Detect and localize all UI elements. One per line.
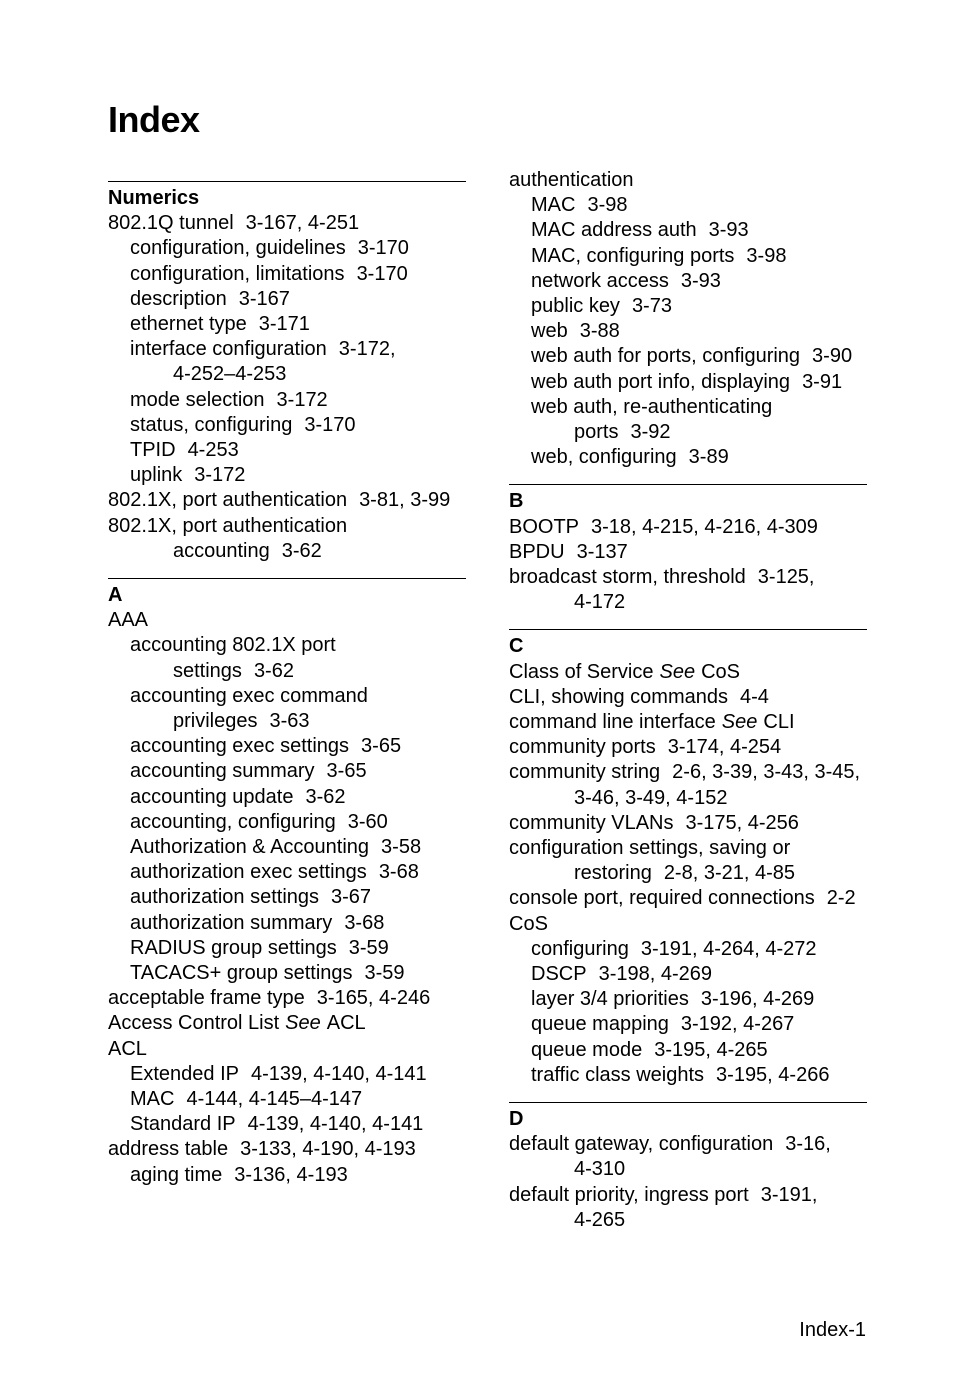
index-entry xyxy=(531,218,749,243)
index-term: ports xyxy=(574,421,619,443)
index-term: accounting, configuring xyxy=(130,810,336,833)
index-entry xyxy=(130,438,239,463)
index-entry xyxy=(130,961,405,986)
index-term: AAA xyxy=(108,609,149,632)
index-term: authorization summary xyxy=(130,911,333,934)
index-term: DSCP xyxy=(531,963,587,985)
page-references: 3-98 xyxy=(746,244,787,267)
page-references: 3-68 xyxy=(378,861,419,884)
index-entry xyxy=(509,811,799,836)
index-entry xyxy=(531,244,786,269)
page-references: 3-59 xyxy=(364,962,405,984)
index-term: 802.1Q tunnel xyxy=(108,212,234,235)
section-heading: D xyxy=(509,1108,524,1130)
index-entry xyxy=(531,1038,768,1063)
page-references: 3-62 xyxy=(281,539,322,562)
index-entry xyxy=(130,1062,427,1087)
index-term: Standard IP xyxy=(130,1113,236,1136)
index-term: web auth, re-authenticating xyxy=(531,395,773,418)
page-references: 3-172, xyxy=(338,338,396,361)
page-references: 3-195, 4-266 xyxy=(716,1063,830,1086)
page-title: Index xyxy=(108,99,200,140)
index-entry xyxy=(130,1112,423,1137)
page-references: 3-172 xyxy=(194,464,246,487)
page-references: 2-6, 3-39, 3-43, 3-45, xyxy=(672,761,861,784)
index-term: web auth port info, displaying xyxy=(531,370,791,393)
page-references: 4-144, 4-145–4-147 xyxy=(186,1088,363,1110)
index-entry xyxy=(574,590,625,615)
page-references: 3-81, 3-99 xyxy=(359,489,451,512)
index-term: TPID xyxy=(130,439,176,461)
index-term: queue mode xyxy=(531,1038,643,1061)
page-references: 3-98 xyxy=(587,194,628,217)
index-term: ACL xyxy=(108,1037,147,1060)
index-term: CoS xyxy=(509,912,548,935)
index-term: broadcast storm, threshold xyxy=(509,566,746,588)
index-entry xyxy=(531,962,712,987)
index-entry xyxy=(130,337,396,362)
index-term: 4-310 xyxy=(574,1158,626,1181)
index-term: 4-172 xyxy=(574,591,626,614)
page-references: 3-170 xyxy=(357,237,409,260)
page-references: 3-62 xyxy=(253,659,294,682)
index-entry xyxy=(509,735,781,760)
index-entry xyxy=(173,362,286,387)
index-term: BPDU xyxy=(509,540,565,563)
page-references: 3-88 xyxy=(579,320,620,343)
section-rule xyxy=(509,1102,867,1103)
index-entry xyxy=(531,344,852,369)
index-term: default gateway, configuration xyxy=(509,1133,774,1156)
page-references: 2-8, 3-21, 4-85 xyxy=(663,862,796,885)
section-heading: C xyxy=(509,635,524,658)
index-entry xyxy=(531,395,772,420)
index-entry xyxy=(130,463,245,488)
page-references: 3-196, 4-269 xyxy=(700,988,815,1011)
index-term: TACACS+ group settings xyxy=(130,962,353,984)
index-term: default priority, ingress port xyxy=(509,1183,749,1206)
page-references: 4-139, 4-140, 4-141 xyxy=(247,1113,424,1136)
see-reference: See xyxy=(285,1012,321,1035)
page-references: 3-171 xyxy=(258,313,310,335)
index-term: 4-265 xyxy=(574,1208,626,1231)
index-entry xyxy=(173,709,310,734)
section-heading: B xyxy=(509,490,524,513)
index-entry xyxy=(130,936,389,961)
index-term: web auth for ports, configuring xyxy=(531,345,801,368)
page-references: 3-191, 4-264, 4-272 xyxy=(640,937,817,960)
index-entry xyxy=(509,710,795,735)
index-term: MAC address auth xyxy=(531,219,697,242)
see-reference: See xyxy=(721,711,758,733)
page-number: Index-1 xyxy=(799,1319,866,1341)
index-entry xyxy=(509,836,790,861)
page-references: 3-89 xyxy=(688,446,729,469)
page-references: 3-91 xyxy=(802,370,843,393)
index-term: CLI, showing commands xyxy=(509,685,728,708)
index-entry xyxy=(531,370,842,395)
index-term: MAC xyxy=(130,1088,175,1110)
page-references: 3-68 xyxy=(344,911,385,934)
see-reference: See xyxy=(659,660,696,683)
page-references: 3-172 xyxy=(276,388,328,411)
page-references: 3-18, 4-215, 4-216, 4-309 xyxy=(591,515,818,538)
index-term: accounting update xyxy=(130,785,294,808)
page-references: 3-133, 4-190, 4-193 xyxy=(240,1138,416,1161)
page-references: 3-175, 4-256 xyxy=(685,811,799,834)
page-references: 3-136, 4-193 xyxy=(234,1163,348,1186)
index-entry xyxy=(574,1157,625,1182)
index-entry xyxy=(509,760,860,785)
index-term: queue mapping xyxy=(531,1013,669,1036)
index-entry xyxy=(108,211,359,236)
index-term: accounting xyxy=(173,539,270,562)
index-term: uplink xyxy=(130,464,183,487)
index-entry xyxy=(509,168,634,193)
index-term: configuration settings, saving or xyxy=(509,837,791,859)
page-references: 4-139, 4-140, 4-141 xyxy=(250,1062,427,1085)
page-references: 3-195, 4-265 xyxy=(654,1038,768,1061)
index-entry xyxy=(574,420,671,445)
index-entry xyxy=(531,1012,794,1037)
see-target: ACL xyxy=(326,1012,366,1035)
index-term: 4-252–4-253 xyxy=(173,363,287,386)
index-entry xyxy=(531,987,814,1012)
index-term: address table xyxy=(108,1138,229,1161)
section-rule xyxy=(509,484,867,485)
index-term: configuration, guidelines xyxy=(130,237,346,260)
index-term: Class of Service xyxy=(509,660,654,683)
index-entry xyxy=(130,860,419,885)
index-entry xyxy=(108,1037,147,1062)
index-term: authorization exec settings xyxy=(130,861,367,884)
index-term: community ports xyxy=(509,736,656,759)
index-term: configuration, limitations xyxy=(130,262,345,285)
index-entry xyxy=(130,835,421,860)
page-references: 3-125, xyxy=(757,566,815,588)
index-term: 802.1X, port authentication xyxy=(108,489,348,512)
page-references: 3-65 xyxy=(326,760,367,783)
index-entry xyxy=(108,1137,416,1162)
index-entry xyxy=(574,861,795,886)
index-entry xyxy=(130,236,409,261)
index-entry xyxy=(130,413,355,438)
page-references: 3-60 xyxy=(347,810,388,833)
index-term: ethernet type xyxy=(130,313,247,335)
index-term: MAC, configuring ports xyxy=(531,244,735,267)
index-entry xyxy=(130,734,401,759)
index-entry xyxy=(531,294,672,319)
index-entry xyxy=(173,539,322,564)
index-entry xyxy=(509,685,769,710)
index-term: authentication xyxy=(509,169,634,191)
index-entry xyxy=(130,684,368,709)
page-references: 3-93 xyxy=(680,269,721,292)
page-references: 4-253 xyxy=(187,439,239,461)
index-entry xyxy=(130,1087,362,1112)
page-references: 3-67 xyxy=(331,886,372,909)
index-entry xyxy=(574,1208,625,1233)
page-references: 4-4 xyxy=(739,685,769,708)
index-entry xyxy=(509,565,815,590)
section-heading: Numerics xyxy=(108,187,200,209)
index-term: community string xyxy=(509,761,661,784)
page-references: 3-167, 4-251 xyxy=(245,212,360,235)
page-references: 3-63 xyxy=(269,710,310,732)
page-references: 3-167 xyxy=(238,287,290,310)
index-entry xyxy=(531,445,729,470)
page-references: 3-198, 4-269 xyxy=(598,963,712,985)
see-target: CLI xyxy=(763,711,795,733)
index-term: configuring xyxy=(531,937,629,960)
index-entry xyxy=(130,388,328,413)
index-entry xyxy=(130,911,384,936)
index-term: accounting exec command xyxy=(130,684,368,707)
index-entry xyxy=(509,1183,817,1208)
index-entry xyxy=(509,660,740,685)
page-references: 3-174, 4-254 xyxy=(667,736,782,759)
page-references: 3-165, 4-246 xyxy=(316,987,431,1010)
index-entry xyxy=(108,986,430,1011)
index-entry xyxy=(531,937,817,962)
page-references: 3-90 xyxy=(812,345,853,368)
index-term: mode selection xyxy=(130,388,265,411)
index-entry xyxy=(509,1132,831,1157)
index-term: aging time xyxy=(130,1163,223,1186)
index-entry xyxy=(509,886,856,911)
index-entry xyxy=(108,1011,366,1036)
index-term: Authorization & Accounting xyxy=(130,836,370,858)
index-entry xyxy=(509,540,628,565)
index-entry xyxy=(108,488,450,513)
page-references: 2-2 xyxy=(826,887,856,910)
index-entry xyxy=(531,319,620,344)
index-term: accounting summary xyxy=(130,760,315,783)
index-term: interface configuration xyxy=(130,338,327,361)
index-term: authorization settings xyxy=(130,886,320,909)
index-term: network access xyxy=(531,269,669,292)
page-references: 3-170 xyxy=(356,262,408,285)
index-entry xyxy=(108,514,347,539)
section-rule xyxy=(108,578,466,579)
index-term: 802.1X, port authentication xyxy=(108,514,348,537)
page-references: 3-58 xyxy=(381,836,422,858)
section-rule xyxy=(108,181,466,182)
index-term: Access Control List xyxy=(108,1012,280,1035)
index-term: description xyxy=(130,287,227,310)
index-term: restoring xyxy=(574,862,652,885)
page-references: 3-170 xyxy=(304,413,356,436)
index-term: privileges xyxy=(173,710,258,732)
page-references: 3-16, xyxy=(785,1133,831,1156)
index-entry xyxy=(130,633,336,658)
index-term: console port, required connections xyxy=(509,887,815,910)
index-term: web xyxy=(531,320,568,343)
page-references: 3-73 xyxy=(631,295,672,317)
page-references: 3-65 xyxy=(361,735,402,758)
page-references: 3-192, 4-267 xyxy=(680,1013,795,1036)
page-references: 3-93 xyxy=(708,219,749,242)
page-references: 3-59 xyxy=(348,936,389,959)
index-term: accounting 802.1X port xyxy=(130,634,336,657)
index-entry xyxy=(130,312,310,337)
index-term: layer 3/4 priorities xyxy=(531,988,689,1011)
index-entry xyxy=(531,193,627,218)
index-entry xyxy=(531,1063,829,1088)
page-references: 3-137 xyxy=(576,540,628,563)
section-heading: A xyxy=(108,584,123,606)
index-entry xyxy=(574,786,727,811)
index-entry xyxy=(108,608,148,633)
index-entry xyxy=(130,1163,348,1188)
section-rule xyxy=(509,629,867,630)
index-entry xyxy=(130,785,346,810)
index-term: Extended IP xyxy=(130,1062,239,1085)
index-term: web, configuring xyxy=(531,446,677,469)
index-entry xyxy=(509,515,818,540)
index-entry xyxy=(531,269,721,294)
index-entry xyxy=(130,287,290,312)
index-term: accounting exec settings xyxy=(130,735,350,758)
see-target: CoS xyxy=(701,660,740,683)
page-references: 3-92 xyxy=(630,421,671,443)
index-term: public key xyxy=(531,295,620,317)
page-references: 3-191, xyxy=(760,1183,818,1206)
index-term: traffic class weights xyxy=(531,1063,705,1086)
index-term: acceptable frame type xyxy=(108,987,305,1010)
index-term: RADIUS group settings xyxy=(130,936,337,959)
page-references: 3-62 xyxy=(305,785,346,808)
index-term: 3-46, 3-49, 4-152 xyxy=(574,786,728,809)
index-entry xyxy=(173,659,294,684)
index-term: MAC xyxy=(531,194,576,217)
index-entry xyxy=(130,810,388,835)
index-entry xyxy=(130,885,371,910)
index-term: BOOTP xyxy=(509,515,580,538)
index-term: community VLANs xyxy=(509,811,674,834)
index-term: status, configuring xyxy=(130,413,293,436)
index-entry xyxy=(130,759,367,784)
index-term: command line interface xyxy=(509,711,716,733)
index-entry xyxy=(509,912,548,937)
index-entry xyxy=(130,262,408,287)
index-term: settings xyxy=(173,659,242,682)
